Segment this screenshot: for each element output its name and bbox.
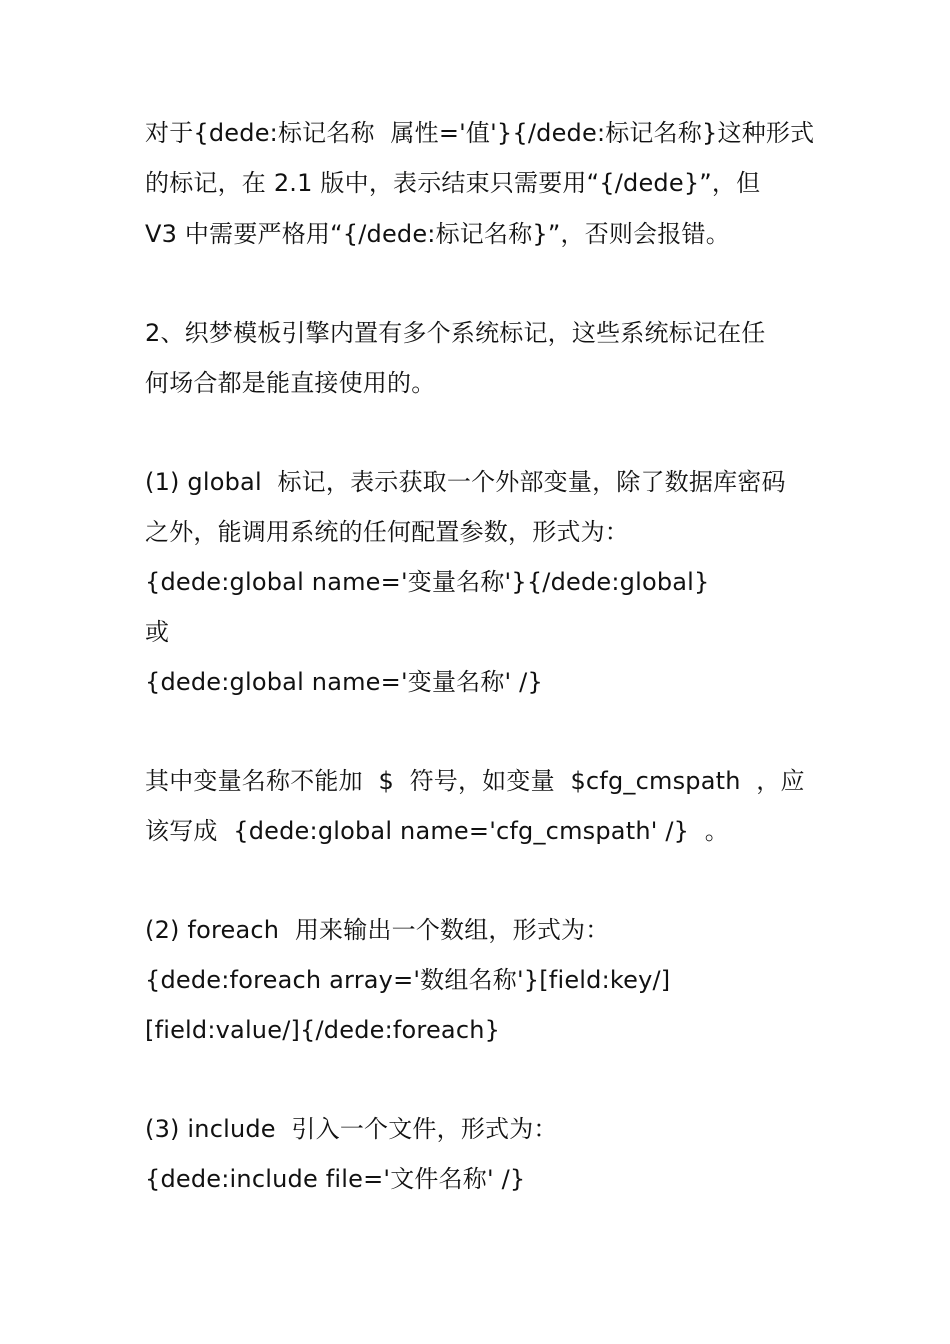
text-line: 对于{dede:标记名称 属性='值'}{/dede:标记名称}这种形式 [145, 119, 815, 147]
code-line: {dede:global name='变量名称' /} [145, 668, 543, 696]
code-line: {dede:global name='变量名称'}{/dede:global} [145, 568, 710, 596]
code-line: {dede:include file='文件名称' /} [145, 1165, 526, 1193]
text-line: V3 中需要严格用“{/dede:标记名称}”，否则会报错。 [145, 220, 730, 248]
text-line: 之外，能调用系统的任何配置参数，形式为： [145, 518, 629, 546]
code-line: {dede:foreach array='数组名称'}[field:key/] [145, 966, 671, 994]
text-line: 何场合都是能直接使用的。 [145, 369, 436, 397]
text-line: 或 [145, 618, 170, 646]
code-line: [field:value/]{/dede:foreach} [145, 1016, 501, 1044]
text-line: 2、织梦模板引擎内置有多个系统标记，这些系统标记在任 [145, 319, 766, 347]
text-line: 其中变量名称不能加 $ 符号，如变量 $cfg_cmspath ，应 [145, 767, 805, 795]
text-line: (3) include 引入一个文件，形式为： [145, 1115, 558, 1143]
text-line: 的标记，在 2.1 版中，表示结束只需要用“{/dede}”，但 [145, 169, 761, 197]
text-line: 该写成 {dede:global name='cfg_cmspath' /} 。 [145, 817, 729, 845]
text-line: (2) foreach 用来输出一个数组，形式为： [145, 916, 610, 944]
text-line: (1) global 标记，表示获取一个外部变量，除了数据库密码 [145, 468, 786, 496]
